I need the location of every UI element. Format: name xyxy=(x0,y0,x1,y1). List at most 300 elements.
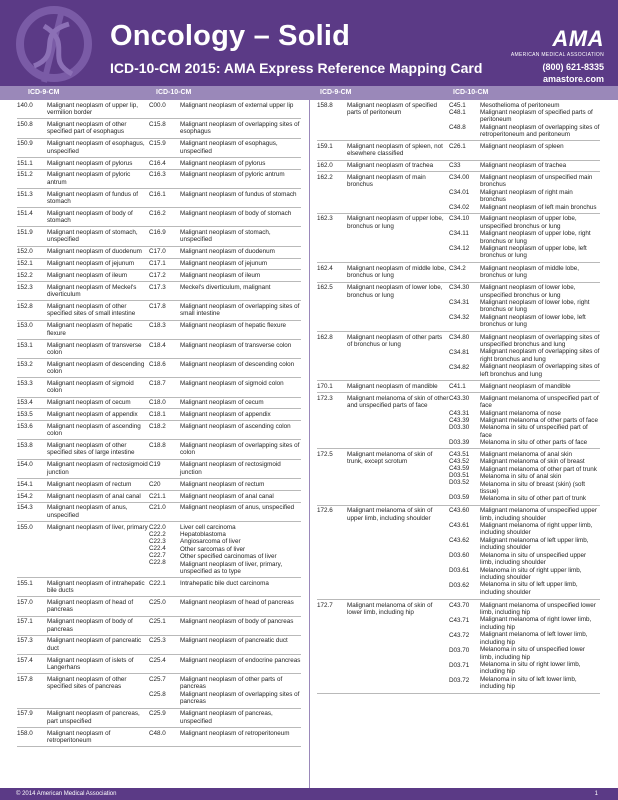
icd10-description-cell xyxy=(180,657,301,672)
table-row xyxy=(17,440,301,459)
icd9-description: Malignant neoplasm of specified parts of peritoneum xyxy=(347,101,437,116)
icd10-code: C34.31 xyxy=(449,299,470,307)
icd10-description-cell xyxy=(480,284,600,329)
icd10-description-cell xyxy=(180,191,301,206)
icd10-description: Malignant neoplasm of descending colon xyxy=(180,360,295,368)
icd10-description: Malignant neoplasm of pancreatic duct xyxy=(180,637,288,645)
icd9-description: Malignant neoplasm of upper lobe, bronchus or lung xyxy=(347,215,444,230)
icd9-description: Malignant neoplasm of pyloric antrum xyxy=(47,171,131,186)
table-row xyxy=(17,158,301,170)
icd10-description-cell xyxy=(180,399,301,406)
icd10-description-cell xyxy=(180,260,301,267)
icd9-code: 162.5 xyxy=(317,284,333,292)
icd9-code: 172.7 xyxy=(317,601,333,609)
left-code-table xyxy=(17,100,301,788)
icd10-code: C16.3 xyxy=(149,171,166,179)
icd10-description: Melanoma in situ of unspecified part of face xyxy=(480,424,588,439)
icd10-description-cell xyxy=(180,580,301,595)
icd9-description: Malignant melanoma of skin of trunk, except scrotum xyxy=(347,451,433,466)
icd10-code-cell xyxy=(149,191,180,206)
right-icd10-header: ICD-10-CM xyxy=(453,89,489,96)
icd10-description: Malignant neoplasm of specified parts of peritoneum xyxy=(480,109,593,124)
table-row xyxy=(317,600,600,694)
icd10-code: C25.3 xyxy=(149,637,166,645)
icd10-description-cell xyxy=(180,284,301,299)
icd9-code: 162.2 xyxy=(317,174,333,182)
icd10-description: Melanoma in situ of breast (skin) (soft tissue) xyxy=(480,480,585,496)
icd9-code: 162.0 xyxy=(317,162,333,170)
table-row xyxy=(17,597,301,616)
icd9-description: Malignant neoplasm of other specified sites of small intestine xyxy=(47,302,136,318)
icd10-description-cell xyxy=(180,493,301,500)
icd10-code: C43.30 xyxy=(449,394,470,402)
icd10-description: Malignant neoplasm of pylorus xyxy=(180,159,266,167)
icd9-description: Malignant melanoma of skin of upper limb, including shoulder xyxy=(347,507,433,522)
table-row xyxy=(17,119,301,138)
table-row xyxy=(17,491,301,503)
icd10-code: C22.3 xyxy=(149,537,166,545)
icd10-code-cell xyxy=(149,121,180,136)
table-row xyxy=(317,100,600,141)
icd10-code: C34.30 xyxy=(449,284,470,292)
icd10-description: Angiosarcoma of liver xyxy=(180,538,241,546)
icd10-description: Melanoma in situ of unspecified upper limb, including shoulder xyxy=(480,551,587,567)
icd10-description-cell xyxy=(180,380,301,395)
icd9-code: 152.0 xyxy=(17,248,33,256)
icd10-description: Malignant neoplasm of rectum xyxy=(180,480,265,488)
icd10-code: C43.60 xyxy=(449,507,470,515)
icd9-description: Malignant neoplasm of pylorus xyxy=(47,159,133,167)
icd10-description: Malignant melanoma of nose xyxy=(480,409,561,417)
icd10-description-cell xyxy=(180,710,301,725)
icd9-code: 158.0 xyxy=(17,729,33,737)
icd9-description: Malignant neoplasm of anus, unspecified xyxy=(47,504,128,519)
icd10-code: C22.1 xyxy=(149,579,166,587)
icd9-description: Malignant neoplasm of fundus of stomach xyxy=(47,190,139,205)
icd10-code: C43.61 xyxy=(449,522,470,530)
icd10-code: C22.8 xyxy=(149,558,166,566)
icd10-description-cell xyxy=(480,102,600,139)
icd10-description: Hepatoblastoma xyxy=(180,530,226,538)
icd9-code: 153.5 xyxy=(17,410,33,418)
icd10-code: D03.60 xyxy=(449,552,470,560)
icd10-code: C00.0 xyxy=(149,101,166,109)
icd10-code: C34.10 xyxy=(449,215,470,223)
icd10-description: Malignant neoplasm of lower lobe, right bronchus or lung xyxy=(480,299,590,314)
table-row xyxy=(17,270,301,282)
icd10-code-cell xyxy=(149,272,180,279)
icd10-description: Melanoma in situ of right lower limb, including hip xyxy=(480,660,581,676)
icd9-description: Malignant neoplasm of other specified part of esophagus xyxy=(47,120,127,136)
table-row xyxy=(17,247,301,259)
icd10-code: C16.1 xyxy=(149,190,166,198)
icd10-code: C21.1 xyxy=(149,492,166,500)
icd10-code-cell xyxy=(149,423,180,438)
icd9-description: Malignant neoplasm of rectosigmoid junction xyxy=(47,461,148,476)
table-row xyxy=(17,340,301,359)
icd10-code-cell xyxy=(149,442,180,457)
icd9-description: Malignant neoplasm of other specified sites of pancreas xyxy=(47,675,127,691)
icd9-code: 155.0 xyxy=(17,523,33,531)
icd10-code: C34.00 xyxy=(449,174,470,182)
icd10-code-cell xyxy=(449,334,480,379)
icd10-code: C18.6 xyxy=(149,360,166,368)
icd9-code: 159.1 xyxy=(317,143,333,151)
table-row xyxy=(17,709,301,728)
icd10-code: C48.1 xyxy=(449,108,466,116)
icd9-description: Malignant neoplasm of anal canal xyxy=(47,492,141,500)
icd10-description: Malignant neoplasm of head of pancreas xyxy=(180,598,294,606)
icd10-description: Malignant neoplasm of mandible xyxy=(480,383,571,390)
icd10-code-cell xyxy=(149,102,180,117)
icd10-code: C34.81 xyxy=(449,348,470,356)
icd9-code: 152.8 xyxy=(17,302,33,310)
icd10-description: Malignant melanoma of other parts of face xyxy=(480,417,598,425)
icd9-description: Malignant neoplasm of ileum xyxy=(47,271,128,279)
page-number: 1 xyxy=(594,791,598,797)
table-row xyxy=(17,421,301,440)
icd9-code: 157.8 xyxy=(17,675,33,683)
icd9-description: Malignant neoplasm of body of pancreas xyxy=(47,618,133,633)
icd10-description-cell xyxy=(180,361,301,376)
icd10-code: C17.3 xyxy=(149,283,166,291)
table-row xyxy=(17,359,301,378)
icd9-description: Malignant neoplasm of duodenum xyxy=(47,248,142,256)
icd9-code: 153.3 xyxy=(17,379,33,387)
icd10-description: Malignant neoplasm of transverse colon xyxy=(180,341,292,349)
icd10-code-cell xyxy=(149,322,180,337)
table-row xyxy=(317,506,600,600)
icd9-description: Malignant neoplasm of mandible xyxy=(347,383,438,390)
icd10-description: Malignant neoplasm of overlapping sites of pancreas xyxy=(180,690,300,706)
icd9-code: 157.3 xyxy=(17,637,33,645)
icd10-description: Malignant neoplasm of hepatic flexure xyxy=(180,322,287,330)
icd10-description: Melanoma in situ of anal skin xyxy=(480,473,562,481)
table-row xyxy=(17,460,301,479)
icd10-description-cell xyxy=(480,451,600,503)
icd10-code-cell xyxy=(149,260,180,267)
icd10-code: C34.2 xyxy=(449,264,466,272)
table-row xyxy=(317,172,600,213)
icd9-description: Malignant neoplasm of rectum xyxy=(47,480,132,488)
ama-logo-text: AMA xyxy=(552,26,604,51)
page-subtitle: ICD-10-CM 2015: AMA Express Reference Mapping Card xyxy=(110,60,483,76)
icd10-description: Malignant neoplasm of upper lobe, right bronchus or lung xyxy=(480,230,591,245)
icd10-code: C43.59 xyxy=(449,465,470,473)
table-row xyxy=(17,636,301,655)
icd10-description-cell xyxy=(180,423,301,438)
icd10-code: C43.52 xyxy=(449,458,470,466)
icd10-code-cell xyxy=(449,451,480,503)
icd10-description: Malignant neoplasm of overlapping sites of esophagus xyxy=(180,120,300,136)
icd10-description: Melanoma in situ of unspecified lower limb, including hip xyxy=(480,646,586,661)
icd9-description: Malignant neoplasm of cecum xyxy=(47,399,131,407)
icd10-code: C22.7 xyxy=(149,551,166,559)
icd10-code: C16.9 xyxy=(149,228,166,236)
icd10-code: C19 xyxy=(149,461,161,469)
icd10-description: Melanoma in situ of left upper limb, including shoulder xyxy=(480,581,578,596)
icd10-description: Malignant neoplasm of left main bronchus xyxy=(480,203,597,211)
icd10-code-cell xyxy=(149,730,180,745)
icd9-description: Malignant neoplasm of jejunum xyxy=(47,260,135,268)
icd10-description-cell xyxy=(480,507,600,597)
icd10-description: Malignant neoplasm of esophagus, unspecified xyxy=(180,140,278,155)
icd10-code: D03.62 xyxy=(449,582,470,590)
icd10-description-cell xyxy=(180,102,301,117)
icd10-description-cell xyxy=(180,637,301,652)
column-divider xyxy=(309,100,310,788)
icd9-code: 153.0 xyxy=(17,322,33,330)
icd10-code-cell xyxy=(149,504,180,519)
icd9-code: 152.2 xyxy=(17,271,33,279)
icd9-description: Malignant neoplasm of liver, primary xyxy=(47,523,148,531)
icd10-code-cell xyxy=(149,229,180,244)
icd9-code: 172.3 xyxy=(317,394,333,402)
icd10-code-cell xyxy=(149,599,180,614)
icd9-description: Malignant neoplasm of head of pancreas xyxy=(47,598,134,614)
icd10-description-cell xyxy=(180,442,301,457)
icd10-code-cell xyxy=(149,284,180,299)
table-row xyxy=(17,139,301,158)
icd10-code-cell xyxy=(449,174,480,211)
table-row xyxy=(17,578,301,597)
ama-logo-subtext: AMERICAN MEDICAL ASSOCIATION xyxy=(510,52,604,58)
left-icd10-header: ICD-10-CM xyxy=(156,89,192,96)
table-row xyxy=(17,655,301,674)
icd10-description: Malignant neoplasm of middle lobe, bronchus or lung xyxy=(480,264,580,280)
icd10-description-cell xyxy=(180,599,301,614)
icd9-description: Malignant neoplasm of appendix xyxy=(47,410,138,418)
icd10-code: C25.1 xyxy=(149,618,166,626)
icd10-description: Malignant melanoma of other part of trunk xyxy=(480,465,597,473)
table-row xyxy=(317,332,600,381)
icd10-description: Malignant neoplasm of ileum xyxy=(180,271,261,279)
icd10-description: Malignant melanoma of anal skin xyxy=(480,451,573,459)
icd9-code: 153.4 xyxy=(17,399,33,407)
icd9-code: 154.0 xyxy=(17,461,33,469)
icd10-code-cell xyxy=(149,210,180,225)
icd10-description: Malignant neoplasm of jejunum xyxy=(180,260,268,268)
icd10-description: Malignant neoplasm of upper lobe, left bronchus or lung xyxy=(480,245,587,260)
icd10-description-cell xyxy=(180,121,301,136)
icd10-description-cell xyxy=(180,481,301,488)
icd9-code: 153.6 xyxy=(17,422,33,430)
icd9-code: 140.0 xyxy=(17,101,33,109)
icd10-code-cell xyxy=(149,140,180,155)
website-link[interactable]: amastore.com xyxy=(542,74,604,84)
icd10-description: Malignant neoplasm of stomach, unspecified xyxy=(180,228,271,244)
icd10-code-cell xyxy=(449,265,480,280)
icd10-description: Malignant melanoma of right upper limb, including shoulder xyxy=(480,522,593,537)
icd10-code: C43.39 xyxy=(449,416,470,424)
left-icd9-header: ICD-9-CM xyxy=(28,89,60,96)
icd10-description-cell xyxy=(480,174,600,211)
table-row xyxy=(317,161,600,173)
icd10-description: Malignant melanoma of unspecified upper limb, including shoulder xyxy=(480,507,597,522)
icd9-description: Malignant neoplasm of trachea xyxy=(347,162,434,170)
table-row xyxy=(17,100,301,119)
icd10-code-cell xyxy=(149,461,180,476)
icd10-description-cell xyxy=(180,730,301,745)
icd10-code: C41.1 xyxy=(449,383,466,390)
icd10-code-cell xyxy=(449,162,480,169)
icd10-code: C18.3 xyxy=(149,322,166,330)
icd9-code: 152.3 xyxy=(17,283,33,291)
icd10-description: Malignant neoplasm of lower lobe, left bronchus or lung xyxy=(480,313,586,329)
icd10-description: Malignant neoplasm of fundus of stomach xyxy=(180,190,297,198)
table-row xyxy=(17,378,301,397)
icd10-description-cell xyxy=(180,411,301,418)
icd10-description: Liver cell carcinoma xyxy=(180,523,236,531)
icd10-description: Malignant neoplasm of spleen xyxy=(480,143,564,151)
icd10-description: Malignant neoplasm of external upper lip xyxy=(180,101,294,109)
icd10-code: C34.01 xyxy=(449,189,470,197)
icd9-code: 150.8 xyxy=(17,120,33,128)
icd10-code: C18.0 xyxy=(149,399,166,407)
table-row xyxy=(317,263,600,282)
icd10-code-cell xyxy=(449,284,480,329)
icd10-code-cell xyxy=(149,676,180,706)
icd10-code: D03.70 xyxy=(449,646,470,654)
icd10-description: Malignant melanoma of unspecified part of face xyxy=(480,394,599,410)
table-row xyxy=(317,449,600,505)
icd9-description: Malignant neoplasm of middle lobe, bronchus or lung xyxy=(347,264,447,280)
icd10-description-cell xyxy=(180,676,301,706)
icd10-code-cell xyxy=(449,602,480,692)
icd10-description: Malignant melanoma of left upper limb, including shoulder xyxy=(480,536,589,552)
icd10-code-cell xyxy=(149,710,180,725)
icd9-description: Malignant neoplasm of other parts of bronchus or lung xyxy=(347,333,443,349)
icd9-code: 157.4 xyxy=(17,656,33,664)
icd10-description: Malignant neoplasm of retroperitoneum xyxy=(180,729,290,737)
icd10-description: Malignant neoplasm of overlapping sites of left bronchus and lung xyxy=(480,363,600,378)
icd10-description-cell xyxy=(180,322,301,337)
icd10-code: C34.32 xyxy=(449,314,470,322)
icd10-description: Malignant neoplasm of sigmoid colon xyxy=(180,379,284,387)
icd10-code-cell xyxy=(449,143,480,158)
icd9-description: Malignant neoplasm of other specified sites of large intestine xyxy=(47,441,135,457)
table-row xyxy=(17,189,301,208)
icd10-code-cell xyxy=(149,380,180,395)
icd9-code: 172.5 xyxy=(317,451,333,459)
phone-number: (800) 621-8335 xyxy=(542,62,604,72)
icd10-description: Mesothelioma of peritoneum xyxy=(480,101,560,109)
table-row xyxy=(17,170,301,189)
caduceus-icon xyxy=(14,4,104,84)
icd10-code: C25.0 xyxy=(149,598,166,606)
table-row xyxy=(17,522,301,578)
icd9-code: 162.4 xyxy=(317,264,333,272)
icd9-code: 154.1 xyxy=(17,480,33,488)
icd10-description: Melanoma in situ of left lower limb, including hip xyxy=(480,675,577,691)
icd10-code: C22.2 xyxy=(149,530,166,538)
icd10-code: C48.8 xyxy=(449,123,466,131)
icd9-code: 172.6 xyxy=(317,507,333,515)
icd10-description: Malignant melanoma of unspecified lower limb, including hip xyxy=(480,601,596,617)
icd9-description: Malignant neoplasm of retroperitoneum xyxy=(47,729,111,744)
icd10-description-cell xyxy=(180,461,301,476)
icd10-description-cell xyxy=(180,303,301,318)
icd9-code: 151.9 xyxy=(17,228,33,236)
icd10-code: D03.72 xyxy=(449,676,470,684)
icd10-description: Melanoma in situ of other part of trunk xyxy=(480,495,587,503)
icd9-description: Malignant neoplasm of Meckel's diverticulum xyxy=(47,283,137,299)
right-code-table xyxy=(317,100,600,788)
icd10-code: D03.52 xyxy=(449,479,470,487)
icd10-code: C34.02 xyxy=(449,204,470,212)
icd10-code: C25.4 xyxy=(149,656,166,664)
icd9-code: 157.1 xyxy=(17,618,33,626)
icd9-description: Malignant neoplasm of esophagus, unspecified xyxy=(47,140,145,155)
icd10-description: Malignant neoplasm of trachea xyxy=(480,162,567,170)
icd10-code: C48.0 xyxy=(149,729,166,737)
table-row xyxy=(17,503,301,522)
table-row xyxy=(17,409,301,421)
icd10-description-cell xyxy=(180,248,301,255)
icd10-description: Malignant neoplasm of overlapping sites of colon xyxy=(180,441,300,457)
icd10-description-cell xyxy=(180,504,301,519)
icd10-description-cell xyxy=(480,162,600,169)
icd9-description: Malignant neoplasm of lower lobe, bronchus or lung xyxy=(347,284,443,299)
icd10-code-cell xyxy=(449,215,480,260)
icd10-code-cell xyxy=(149,303,180,318)
icd9-code: 153.1 xyxy=(17,341,33,349)
icd9-code: 162.8 xyxy=(317,333,333,341)
icd9-code: 152.1 xyxy=(17,260,33,268)
icd10-code: C17.0 xyxy=(149,248,166,256)
icd9-code: 162.3 xyxy=(317,215,333,223)
icd10-description: Malignant neoplasm of liver, primary, unspecified as to type xyxy=(180,560,283,575)
icd9-description: Malignant neoplasm of stomach, unspecified xyxy=(47,228,138,244)
icd9-description: Malignant neoplasm of pancreatic duct xyxy=(47,637,142,652)
table-row xyxy=(17,259,301,271)
icd9-code: 155.1 xyxy=(17,579,33,587)
icd10-description: Malignant neoplasm of upper lobe, unspecified bronchus or lung xyxy=(480,215,577,230)
icd9-description: Malignant neoplasm of upper lip, vermilion border xyxy=(47,101,139,116)
copyright-text: © 2014 American Medical Association xyxy=(16,791,117,797)
icd10-code-cell xyxy=(149,524,180,576)
table-row xyxy=(17,227,301,246)
icd10-description: Meckel's diverticulum, malignant xyxy=(180,283,271,291)
table-row xyxy=(317,141,600,160)
icd10-code: C21.0 xyxy=(149,504,166,512)
icd10-code-cell xyxy=(449,383,480,390)
icd10-code: C17.1 xyxy=(149,260,166,268)
icd10-code: C34.82 xyxy=(449,363,470,371)
icd10-code: C43.62 xyxy=(449,537,470,545)
icd10-code: C26.1 xyxy=(449,143,466,151)
icd9-code: 157.0 xyxy=(17,598,33,606)
icd10-description-cell xyxy=(180,272,301,279)
icd10-description: Malignant neoplasm of rectosigmoid junction xyxy=(180,461,281,476)
icd9-code: 170.1 xyxy=(317,383,333,390)
column-header-bar xyxy=(0,86,618,100)
icd10-code: C16.4 xyxy=(149,159,166,167)
icd10-code: C18.8 xyxy=(149,441,166,449)
icd10-description: Malignant neoplasm of cecum xyxy=(180,399,264,407)
icd10-description-cell xyxy=(480,395,600,447)
icd10-description: Malignant neoplasm of other parts of pancreas xyxy=(180,675,283,691)
icd10-code-cell xyxy=(149,171,180,186)
icd10-code: C15.8 xyxy=(149,120,166,128)
icd10-code: C18.1 xyxy=(149,410,166,418)
icd10-code: C25.9 xyxy=(149,710,166,718)
icd10-code-cell xyxy=(149,361,180,376)
ama-logo xyxy=(494,26,604,84)
icd10-description: Malignant neoplasm of endocrine pancreas xyxy=(180,656,301,664)
table-row xyxy=(17,321,301,340)
table-row xyxy=(17,398,301,410)
